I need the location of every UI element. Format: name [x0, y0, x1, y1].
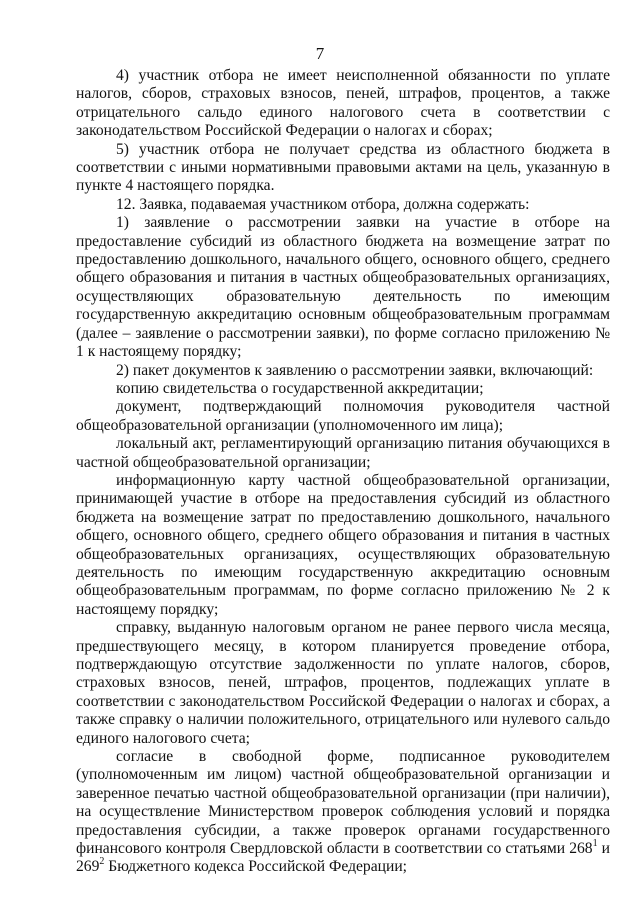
paragraph-text: Бюджетного кодекса Российской Федерации;: [104, 858, 408, 876]
paragraph: 4) участник отбора не имеет неисполненной обязанности по уплате налогов, сборов, страховых взносов, пеней, штрафов, процентов, а также отрицательного сальдо единого налогового счета в соответствии с законодательством Российской Федерации о налогах и сборах;: [76, 67, 610, 140]
paragraph: документ, подтверждающий полномочия руководителя частной общеобразовательной организации (уполномоченного им лица);: [76, 398, 610, 434]
paragraph: 5) участник отбора не получает средства из областного бюджета в соответствии с иными нормативными правовыми актами на цель, указанную в пункте 4 настоящего порядка.: [76, 140, 610, 195]
paragraph-text: согласие в свободной форме, подписанное руководителем (уполномоченным им лицом) частной общеобразовательной организации и заверенное печатью частной общеобразовательной организации (при наличии), на осуществление Министерством проверок соблюдения условий и порядка предоставления субсидии, а также проверок органами государственного финансового контроля Свердловской области в соответствии со статьями 268: [76, 748, 610, 858]
paragraph: [76, 748, 610, 877]
paragraph: 2) пакет документов к заявлению о рассмотрении заявки, включающий:: [116, 361, 594, 379]
page-number: 7: [315, 44, 325, 63]
paragraph: копию свидетельства о государственной аккредитации;: [116, 379, 484, 397]
paragraph: информационную карту частной общеобразовательной организации, принимающей участие в отборе на предоставления субсидий из областного бюджета на возмещение затрат по предоставлению дошкольного, начального общего, основного общего, среднего общего образования и питания в частных общеобразовательных организациях, осуществляющих образовательную деятельность по имеющим государственную аккредитацию основным общеобразовательным программам, по форме согласно приложению № 2 к настоящему порядку;: [76, 471, 610, 618]
paragraph: справку, выданную налоговым органом не ранее первого числа месяца, предшествующего месяцу, в котором планируется проведение отбора, подтверждающую отсутствие задолженности по уплате налогов, сборов, страховых взносов, пеней, штрафов, процентов, подлежащих уплате в соответствии с законодательством Российской Федерации о налогах и сборах, а также справку о наличии положительного, отрицательного или нулевого сальдо единого налогового счета;: [76, 619, 610, 747]
paragraph-text: и 269: [76, 840, 610, 876]
paragraph: 1) заявление о рассмотрении заявки на участие в отборе на предоставление субсидий из областного бюджета на возмещение затрат по предоставлению дошкольного, начального общего, основного общего, среднего общего образования и питания в частных общеобразовательных организациях, осуществляющих образовательную деятельность по имеющим государственную аккредитацию основным общеобразовательным программам (далее – заявление о рассмотрении заявки), по форме согласно приложению № 1 к настоящему порядку;: [76, 214, 610, 361]
superscript: 1: [592, 837, 598, 849]
document-body: [76, 67, 610, 877]
superscript: 2: [99, 856, 105, 868]
paragraph: 12. Заявка, подаваемая участником отбора, должна содержать:: [116, 195, 530, 213]
paragraph: локальный акт, регламентирующий организацию питания обучающихся в частной общеобразовательной организации;: [76, 435, 610, 471]
